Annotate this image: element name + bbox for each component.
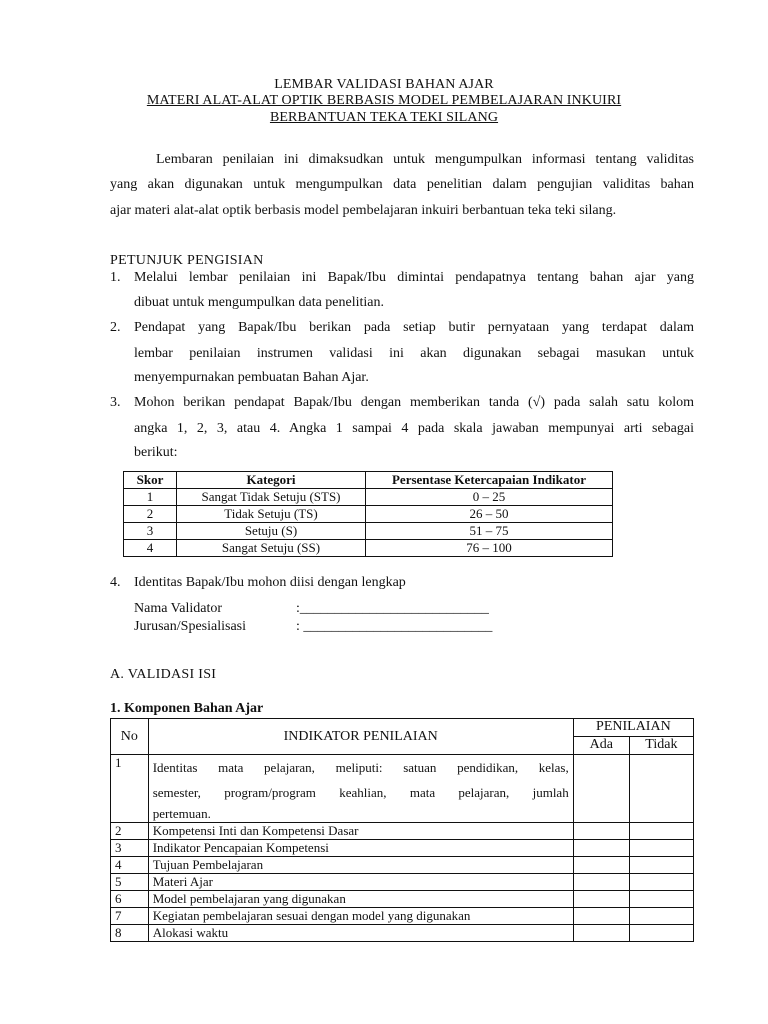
tidak-checkbox-cell[interactable]	[629, 755, 693, 823]
skor-cell: 2	[124, 506, 177, 523]
section-a-heading: A. VALIDASI ISI	[110, 667, 217, 682]
persentase-cell: 0 – 25	[366, 489, 613, 506]
item-1-line-2: dibuat untuk mengumpulkan data penelitian.	[134, 295, 384, 310]
table-row	[111, 908, 694, 925]
row-indikator: Kegiatan pembelajaran sesuai dengan model yang digunakan	[148, 908, 573, 925]
table-row	[111, 891, 694, 908]
item-3-line-1: Mohon berikan pendapat Bapak/Ibu dengan memberikan tanda (√) pada salah satu kolom	[134, 395, 694, 410]
row-no: 8	[111, 925, 149, 942]
tidak-checkbox-cell[interactable]	[629, 925, 693, 942]
kategori-cell: Sangat Tidak Setuju (STS)	[177, 489, 366, 506]
table-row	[124, 540, 613, 557]
nama-validator-field[interactable]: :___________________________	[296, 601, 489, 616]
ada-checkbox-cell[interactable]	[573, 925, 629, 942]
item-3-line-2: angka 1, 2, 3, atau 4. Angka 1 sampai 4 pada skala jawaban mempunyai arti sebagai	[134, 421, 694, 436]
item-1-line-1: Melalui lembar penilaian ini Bapak/Ibu dimintai pendapatnya tentang bahan ajar yang	[134, 270, 694, 285]
row-no: 4	[111, 857, 149, 874]
persentase-cell: 76 – 100	[366, 540, 613, 557]
table-row	[111, 823, 694, 840]
skor-cell: 1	[124, 489, 177, 506]
col-kategori: Kategori	[177, 472, 366, 489]
scale-table	[123, 471, 613, 557]
item-2-line-2: lembar penilaian instrumen validasi ini akan digunakan sebagai masukan untuk	[134, 346, 694, 361]
item-3-number: 3.	[110, 395, 121, 410]
table-row	[111, 925, 694, 942]
kategori-cell: Tidak Setuju (TS)	[177, 506, 366, 523]
tidak-checkbox-cell[interactable]	[629, 908, 693, 925]
item-2-number: 2.	[110, 320, 121, 335]
row-no: 3	[111, 840, 149, 857]
indikator-header-row	[111, 719, 694, 737]
col-ada: Ada	[573, 737, 629, 755]
komponen-heading: 1. Komponen Bahan Ajar	[110, 701, 264, 716]
skor-cell: 4	[124, 540, 177, 557]
row-indikator: Indikator Pencapaian Kompetensi	[148, 840, 573, 857]
col-no: No	[111, 719, 149, 755]
item-2-line-1: Pendapat yang Bapak/Ibu berikan pada setiap butir pernyataan yang terdapat dalam	[134, 320, 694, 335]
persentase-cell: 26 – 50	[366, 506, 613, 523]
table-row	[124, 523, 613, 540]
jurusan-field[interactable]: : ___________________________	[296, 619, 493, 634]
tidak-checkbox-cell[interactable]	[629, 823, 693, 840]
kategori-cell: Setuju (S)	[177, 523, 366, 540]
doc-title: LEMBAR VALIDASI BAHAN AJAR	[274, 77, 494, 92]
col-skor: Skor	[124, 472, 177, 489]
row-indikator: Kompetensi Inti dan Kompetensi Dasar	[148, 823, 573, 840]
item-4-text: Identitas Bapak/Ibu mohon diisi dengan lengkap	[134, 575, 406, 590]
col-tidak: Tidak	[629, 737, 693, 755]
row-1-line-3: pertemuan.	[152, 806, 211, 821]
ada-checkbox-cell[interactable]	[573, 823, 629, 840]
item-4-number: 4.	[110, 575, 121, 590]
intro-line-2: yang akan digunakan untuk mengumpulkan data penelitian dalam pengujian validitas bahan	[110, 177, 694, 192]
row-no: 5	[111, 874, 149, 891]
table-row	[111, 755, 694, 823]
tidak-checkbox-cell[interactable]	[629, 891, 693, 908]
tidak-checkbox-cell[interactable]	[629, 857, 693, 874]
doc-subtitle-1: MATERI ALAT-ALAT OPTIK BERBASIS MODEL PEMBELAJARAN INKUIRI	[146, 93, 622, 108]
indikator-table	[110, 718, 694, 942]
intro-line-1: Lembaran penilaian ini dimaksudkan untuk mengumpulkan informasi tentang validitas	[156, 152, 694, 167]
row-no: 7	[111, 908, 149, 925]
table-row	[124, 489, 613, 506]
ada-checkbox-cell[interactable]	[573, 857, 629, 874]
skor-cell: 3	[124, 523, 177, 540]
ada-checkbox-cell[interactable]	[573, 840, 629, 857]
intro-line-3: ajar materi alat-alat optik berbasis model pembelajaran inkuiri berbantuan teka teki silang.	[110, 203, 617, 218]
ada-checkbox-cell[interactable]	[573, 908, 629, 925]
jurusan-label: Jurusan/Spesialisasi	[134, 619, 246, 634]
scale-table-header	[124, 472, 613, 489]
item-1-number: 1.	[110, 270, 121, 285]
table-row	[111, 874, 694, 891]
row-indikator: Tujuan Pembelajaran	[148, 857, 573, 874]
item-2-line-3: menyempurnakan pembuatan Bahan Ajar.	[134, 370, 369, 385]
col-persentase: Persentase Ketercapaian Indikator	[366, 472, 613, 489]
row-indikator: Materi Ajar	[148, 874, 573, 891]
row-indikator: Model pembelajaran yang digunakan	[148, 891, 573, 908]
col-indikator: INDIKATOR PENILAIAN	[148, 719, 573, 755]
ada-checkbox-cell[interactable]	[573, 755, 629, 823]
table-row	[124, 506, 613, 523]
ada-checkbox-cell[interactable]	[573, 874, 629, 891]
row-no: 1	[111, 755, 149, 823]
table-row	[111, 857, 694, 874]
tidak-checkbox-cell[interactable]	[629, 874, 693, 891]
tidak-checkbox-cell[interactable]	[629, 840, 693, 857]
col-penilaian: PENILAIAN	[573, 719, 693, 737]
row-no: 2	[111, 823, 149, 840]
row-1-line-2: semester, program/program keahlian, mata pelajaran, jumlah	[152, 785, 569, 800]
nama-validator-label: Nama Validator	[134, 601, 222, 616]
persentase-cell: 51 – 75	[366, 523, 613, 540]
row-indikator	[148, 755, 573, 823]
row-1-line-1: Identitas mata pelajaran, meliputi: satuan pendidikan, kelas,	[152, 760, 569, 775]
ada-checkbox-cell[interactable]	[573, 891, 629, 908]
table-row	[111, 840, 694, 857]
row-no: 6	[111, 891, 149, 908]
kategori-cell: Sangat Setuju (SS)	[177, 540, 366, 557]
petunjuk-heading: PETUNJUK PENGISIAN	[110, 253, 264, 268]
doc-subtitle-2: BERBANTUAN TEKA TEKI SILANG	[269, 110, 499, 125]
item-3-line-3: berikut:	[134, 445, 178, 460]
row-indikator: Alokasi waktu	[148, 925, 573, 942]
